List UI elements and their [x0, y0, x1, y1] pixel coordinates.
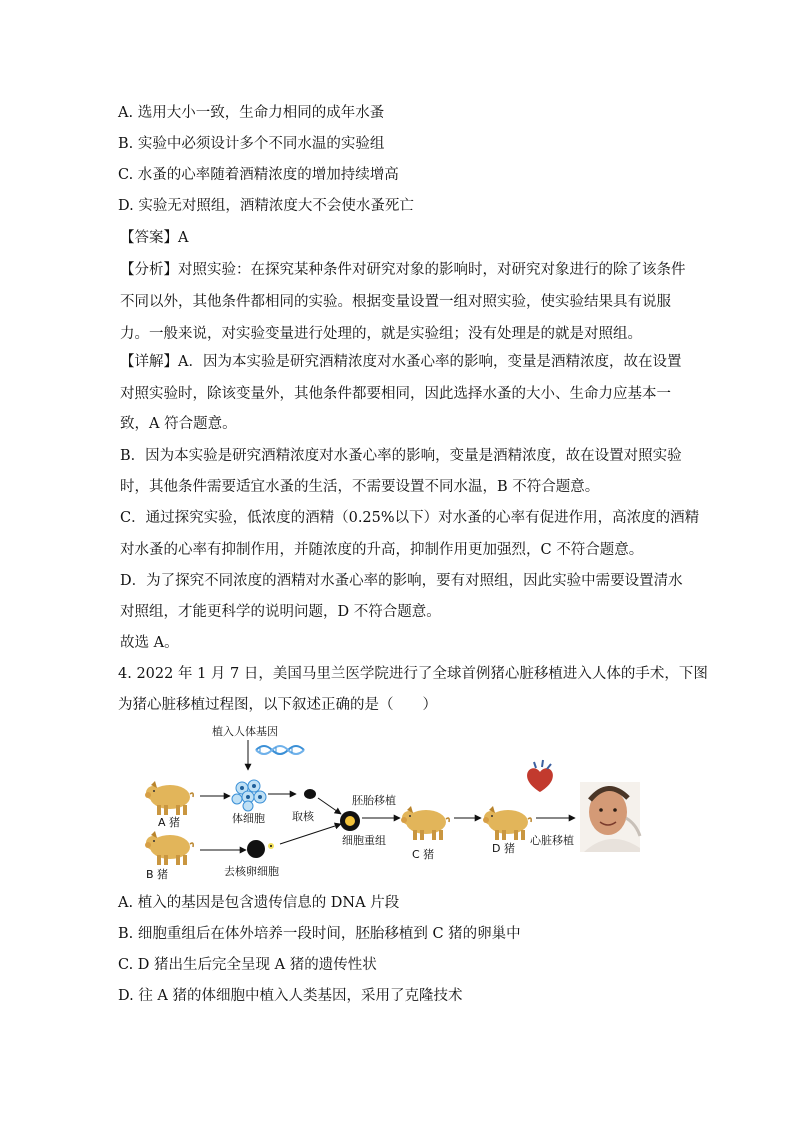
q4-option-a: A. 植入的基因是包含遗传信息的 DNA 片段: [118, 895, 400, 911]
pig-c-icon: [401, 806, 449, 840]
q3-detail-line: 对水蚤的心率有抑制作用，并随浓度的升高，抑制作用更加强烈，C 不符合题意。: [120, 542, 644, 558]
q3-option-c: C. 水蚤的心率随着酒精浓度的增加持续增高: [118, 167, 399, 183]
nucleus-icon: [304, 789, 316, 799]
pig-d-label: D 猪: [492, 842, 515, 855]
q3-detail-line: 对照实验时，除该变量外，其他条件都要相同，因此选择水蚤的大小、生命力应基本一: [120, 386, 671, 402]
q4-option-d: D. 往 A 猪的体细胞中植入人类基因，采用了克隆技术: [118, 988, 463, 1004]
pig-b-label: B 猪: [146, 868, 169, 881]
dna-icon: [256, 746, 304, 754]
heart-transplant-label: 心脏移植: [530, 834, 574, 847]
pig-c-label: C 猪: [412, 848, 435, 861]
insert-gene-label: 植入人体基因: [212, 725, 278, 738]
recombined-cell-label: 细胞重组: [342, 834, 386, 847]
q3-option-a: A. 选用大小一致，生命力相同的成年水蚤: [118, 105, 385, 121]
heart-icon: [527, 760, 553, 792]
q3-analysis-line: 力。一般来说，对实验变量进行处理的，就是实验组；没有处理是的就是对照组。: [120, 326, 642, 342]
pig-b-icon: [145, 831, 193, 865]
q3-detail-line: D．为了探究不同浓度的酒精对水蚤心率的影响，要有对照组，因此实验中需要设置清水: [120, 573, 683, 589]
embryo-transfer-label: 胚胎移植: [352, 794, 396, 807]
pig-a-label: A 猪: [158, 816, 181, 829]
q3-option-b: B. 实验中必须设计多个不同水温的实验组: [118, 136, 385, 152]
q3-detail-line: 【详解】A．因为本实验是研究酒精浓度对水蚤心率的影响，变量是酒精浓度，故在设置: [120, 354, 682, 370]
patient-photo: [580, 782, 640, 852]
q3-option-d: D. 实验无对照组，酒精浓度大不会使水蚤死亡: [118, 198, 414, 214]
enucleated-egg-icon: [247, 840, 274, 858]
q3-detail-line: 致，A 符合题意。: [120, 416, 237, 432]
q4-stem-line: 为猪心脏移植过程图，以下叙述正确的是（ ）: [118, 697, 437, 713]
pig-a-icon: [145, 781, 193, 815]
q4-option-b: B. 细胞重组后在体外培养一段时间，胚胎移植到 C 猪的卵巢中: [118, 926, 521, 942]
q4-option-c: C. D 猪出生后完全呈现 A 猪的遗传性状: [118, 957, 377, 973]
q3-detail-line: 时，其他条件需要适宜水蚤的生活，不需要设置不同水温，B 不符合题意。: [120, 479, 600, 495]
body-cell-label: 体细胞: [232, 812, 265, 825]
pig-d-icon: [483, 806, 531, 840]
q3-analysis-line: 【分析】对照实验：在探究某种条件对研究对象的影响时，对研究对象进行的除了该条件: [120, 262, 686, 278]
pig-heart-transplant-diagram: [138, 722, 648, 882]
body-cell-icon: [232, 780, 266, 811]
q4-stem-line: 4. 2022 年 1 月 7 日，美国马里兰医学院进行了全球首例猪心脏移植进入人体的手术，下图: [118, 666, 708, 682]
enucleated-egg-label: 去核卵细胞: [224, 865, 279, 878]
q3-conclusion: 故选 A。: [120, 635, 179, 651]
q3-detail-line: B．因为本实验是研究酒精浓度对水蚤心率的影响，变量是酒精浓度，故在设置对照实验: [120, 448, 682, 464]
take-nucleus-label: 取核: [292, 810, 314, 823]
q3-detail-line: 对照组，才能更科学的说明问题，D 不符合题意。: [120, 604, 441, 620]
recombined-cell-icon: [340, 811, 360, 831]
q3-analysis-line: 不同以外，其他条件都相同的实验。根据变量设置一组对照实验，使实验结果具有说服: [120, 294, 671, 310]
q3-detail-line: C．通过探究实验，低浓度的酒精（0.25%以下）对水蚤的心率有促进作用，高浓度的酒精: [120, 510, 700, 526]
q3-answer: 【答案】A: [120, 230, 189, 246]
